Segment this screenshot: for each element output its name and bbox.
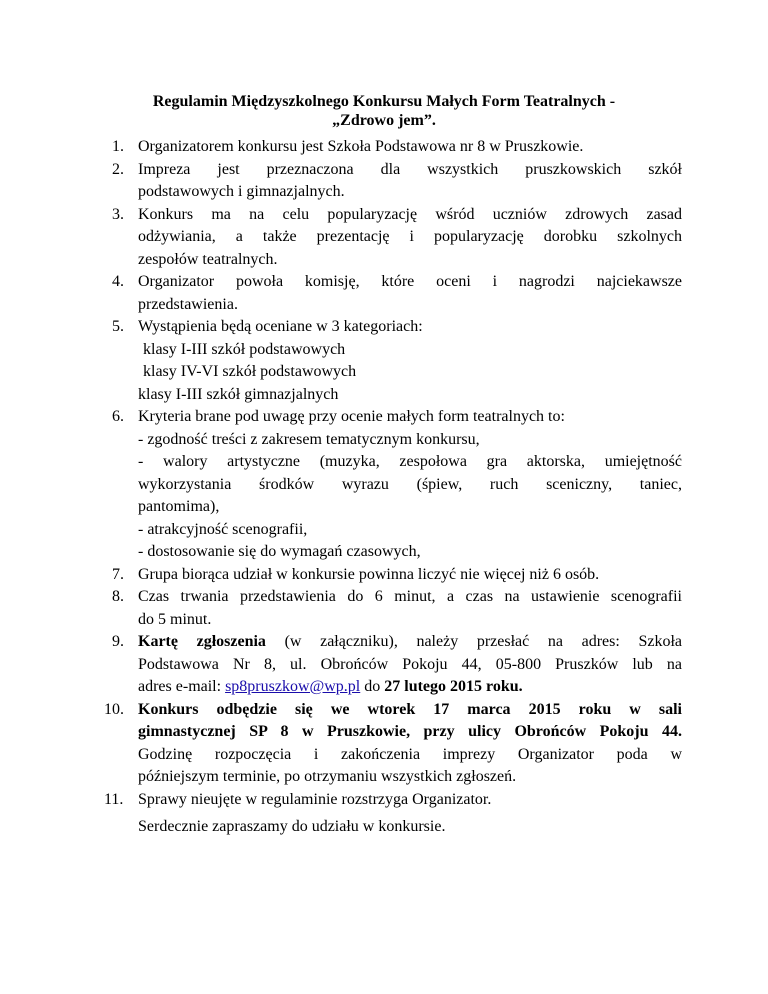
rule-item-10 xyxy=(0,699,682,789)
category-item: klasy I-III szkół podstawowych xyxy=(143,340,346,358)
rule-item-8 xyxy=(0,586,682,631)
rule-item-6 xyxy=(0,406,682,564)
category-item: klasy IV-VI szkół podstawowych xyxy=(143,363,357,380)
rule-number: 9. xyxy=(112,633,124,650)
document-subtitle: „Zdrowo jem”. xyxy=(332,112,436,129)
rule-item-5 xyxy=(0,316,682,406)
rule-text-line: Godzinę rozpoczęcia i zakończenia imprezy Organizator poda w xyxy=(138,745,682,763)
category-item: klasy I-III szkół gimnazjalnych xyxy=(138,385,339,403)
closing-invitation: Serdecznie zapraszamy do udziału w konkursie. xyxy=(138,818,446,835)
rule-text-line: Organizator powoła komisję, które oceni i nagrodzi najciekawsze xyxy=(138,273,682,290)
deadline-date: 27 lutego 2015 roku. xyxy=(384,678,523,695)
rule-number: 11. xyxy=(104,790,124,808)
rule-number: 3. xyxy=(112,205,124,223)
rule-text-fragment: (w załączniku), należy przesłać na adres: Szkoła xyxy=(265,633,682,650)
rule-number: 2. xyxy=(112,160,124,178)
rule-text-line: podstawowych i gimnazjalnych. xyxy=(138,183,345,200)
rule-number: 5. xyxy=(112,318,124,335)
event-info-line: Konkurs odbędzie się we wtorek 17 marca 2015 roku w sali xyxy=(138,700,682,718)
rule-text-line: zespołów teatralnych. xyxy=(138,250,278,268)
rule-text: Organizatorem konkursu jest Szkoła Podstawowa nr 8 w Pruszkowie. xyxy=(138,138,584,155)
rule-text: Kryteria brane pod uwagę przy ocenie małych form teatralnych to: xyxy=(138,408,565,425)
criterion-item: pantomima), xyxy=(138,498,220,515)
rule-number: 1. xyxy=(112,138,124,155)
rule-text-line: Czas trwania przedstawienia do 6 minut, a czas na ustawienie scenografii xyxy=(138,588,682,605)
rules-list xyxy=(0,136,768,811)
criterion-item: - dostosowanie się do wymagań czasowych, xyxy=(138,543,421,560)
rule-item-2 xyxy=(0,159,682,204)
criterion-item: - zgodność treści z zakresem tematycznym konkursu, xyxy=(138,430,480,448)
criterion-item: wykorzystania środków wyrazu (śpiew, ruch sceniczny, taniec, xyxy=(138,475,682,493)
criterion-item: - atrakcyjność scenografii, xyxy=(138,520,308,538)
rule-text-line: odżywiania, a także prezentację i popularyzację dorobku szkolnych xyxy=(138,228,682,245)
rule-number: 4. xyxy=(112,273,124,290)
rule-text: Wystąpienia będą oceniane w 3 kategoriach: xyxy=(138,318,423,335)
rule-text-line: Konkurs ma na celu popularyzację wśród uczniów zdrowych zasad xyxy=(138,205,682,223)
application-form-label: Kartę zgłoszenia xyxy=(138,633,266,650)
rule-item-7 xyxy=(0,564,682,587)
rule-text-line xyxy=(138,676,682,699)
rule-item-11 xyxy=(0,789,682,812)
document-title: Regulamin Międzyszkolnego Konkursu Małych Form Teatralnych - xyxy=(152,93,616,110)
rule-text-line xyxy=(138,631,682,654)
rule-number: 8. xyxy=(112,588,124,605)
rule-number: 7. xyxy=(112,565,124,583)
rule-text-line: Podstawowa Nr 8, ul. Obrońców Pokoju 44, 05-800 Pruszków lub na xyxy=(138,655,682,673)
email-link[interactable]: sp8pruszkow@wp.pl xyxy=(225,678,361,695)
rule-text-line: do 5 minut. xyxy=(138,610,212,628)
rule-item-3 xyxy=(0,204,682,272)
rule-text-line: przedstawienia. xyxy=(138,295,238,313)
rule-text: Sprawy nieujęte w regulaminie rozstrzyga Organizator. xyxy=(138,790,492,808)
rule-number: 6. xyxy=(112,408,124,425)
event-info-line: gimnastycznej SP 8 w Pruszkowie, przy ulicy Obrońców Pokoju 44. xyxy=(138,723,682,740)
rule-item-4 xyxy=(0,271,682,316)
rule-text: Grupa biorąca udział w konkursie powinna liczyć nie więcej niż 6 osób. xyxy=(138,565,600,583)
rule-text-fragment: do xyxy=(360,678,385,695)
rule-text-line: późniejszym terminie, po otrzymaniu wszystkich zgłoszeń. xyxy=(138,768,517,785)
criterion-item: - walory artystyczne (muzyka, zespołowa gra aktorska, umiejętność xyxy=(138,453,682,470)
rule-item-1 xyxy=(0,136,682,159)
rule-item-9 xyxy=(0,631,682,699)
rule-text-fragment: adres e-mail: xyxy=(138,678,226,695)
rule-text-line: Impreza jest przeznaczona dla wszystkich pruszkowskich szkół xyxy=(138,160,682,178)
rule-number: 10. xyxy=(104,700,124,718)
